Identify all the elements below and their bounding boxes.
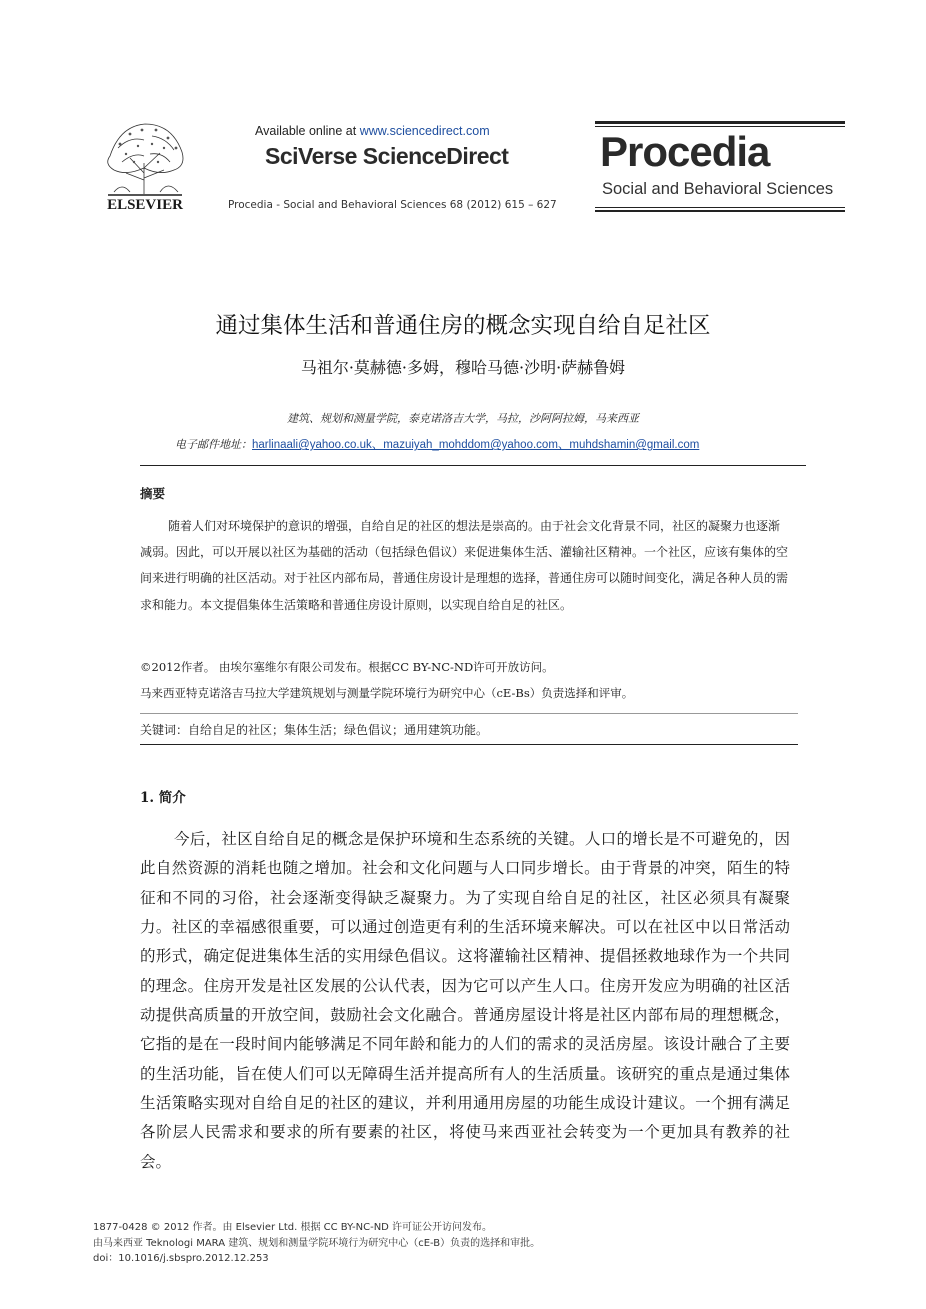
- sciverse-logo-text: SciVerse ScienceDirect: [265, 143, 509, 169]
- divider-bottom: [140, 744, 798, 745]
- author-affiliation: 建筑、规划和测量学院，泰克诺洛吉大学，马拉，沙阿阿拉姆，马来西亚: [287, 412, 639, 425]
- available-online-line: [255, 124, 490, 138]
- sciencedirect-link[interactable]: www.sciencedirect.com: [359, 124, 490, 138]
- article-title: 通过集体生活和普通住房的概念实现自给自足社区: [215, 313, 711, 339]
- footer-review: 由马来西亚 Teknologi MARA 建筑、规划和测量学院环境行为研究中心（cE-B）负责的选择和审批。: [93, 1237, 541, 1249]
- journal-citation: Procedia - Social and Behavioral Sciences 68 (2012) 615 – 627: [228, 199, 557, 211]
- section-heading-introduction: 1. 简介: [140, 790, 186, 806]
- footer-doi: doi：10.1016/j.sbspro.2012.12.253: [93, 1253, 269, 1264]
- article-authors: 马祖尔·莫赫德·多姆，穆哈马德·沙明·萨赫鲁姆: [300, 358, 626, 377]
- abstract-paragraph: 随着人们对环境保护的意识的增强，自给自足的社区的想法是崇高的。由于社会文化背景不同，社区的凝聚力也逐渐减弱。因此，可以开展以社区为基础的活动（包括绿色倡议）来促进集体生活、灌输社区精神。一个社区，应该有集体的空间来进行明确的社区活动。对于社区内部布局，普通住房设计是理想的选择，普通住房可以随时间变化，满足各种人员的需求和能力。本文提倡集体生活策略和普通住房设计原则，以实现自给自足的社区。: [140, 519, 789, 612]
- abstract-body: [140, 513, 790, 618]
- elsevier-wordmark: ELSEVIER: [107, 197, 183, 213]
- available-prefix: Available online at: [255, 124, 360, 138]
- divider-keywords: [140, 713, 798, 714]
- email-label: 电子邮件地址：: [175, 438, 252, 451]
- divider-top: [140, 465, 806, 466]
- copyright-block: [140, 654, 800, 706]
- abstract-heading: 摘要: [140, 486, 166, 501]
- keywords: 关键词：自给自足的社区；集体生活；绿色倡议；通用建筑功能。: [140, 723, 489, 737]
- email-line: [175, 436, 699, 452]
- introduction-paragraph: 今后，社区自给自足的概念是保护环境和生态系统的关键。人口的增长是不可避免的，因此自然资源的消耗也随之增加。社会和文化问题与人口同步增长。由于背景的冲突，陌生的特征和不同的习俗，社会逐渐变得缺乏凝聚力。为了实现自给自足的社区，社区必须具有凝聚力。社区的幸福感很重要，可以通过创造更有利的生活环境来解决。可以在社区中以日常活动的形式，确定促进集体生活的实用绿色倡议。这将灌输社区精神、提倡拯救地球作为一个共同的理念。住房开发是社区发展的公认代表，因为它可以产生人口。住房开发应为明确的社区活动提供高质量的开放空间，鼓励社会文化融合。普通房屋设计将是社区内部布局的理想概念，它指的是在一段时间内能够满足不同年龄和能力的人们的需求的灵活房屋。该设计融合了主要的生活功能，旨在使人们可以无障碍生活并提高所有人的生活质量。该研究的重点是通过集体生活策略实现对自给自足的社区的建议，并利用通用房屋的功能生成设计建议。一个拥有满足各阶层人民需求和要求的所有要素的社区，将使马来西亚社会转变为一个更加具有教养的社会。: [140, 830, 790, 1171]
- introduction-body: [140, 825, 790, 1177]
- review-line: 马来西亚特克诺洛吉马拉大学建筑规划与测量学院环境行为研究中心（cE-Bs）负责选择和评审。: [140, 686, 634, 700]
- page-footer: [93, 1220, 540, 1267]
- procedia-wordmark: Procedia: [600, 128, 770, 175]
- footer-copyright: 1877-0428 © 2012 作者。由 Elsevier Ltd. 根据 CC BY-NC-ND 许可证公开访问发布。: [93, 1222, 493, 1233]
- email-addresses[interactable]: harlinaali@yahoo.co.uk、mazuiyah_mohddom@yahoo.com、muhdshamin@gmail.com: [252, 439, 700, 451]
- procedia-subtitle: Social and Behavioral Sciences: [602, 180, 834, 198]
- copyright-line: ©2012作者。 由埃尔塞维尔有限公司发布。根据CC BY-NC-ND许可开放访问。: [140, 660, 554, 674]
